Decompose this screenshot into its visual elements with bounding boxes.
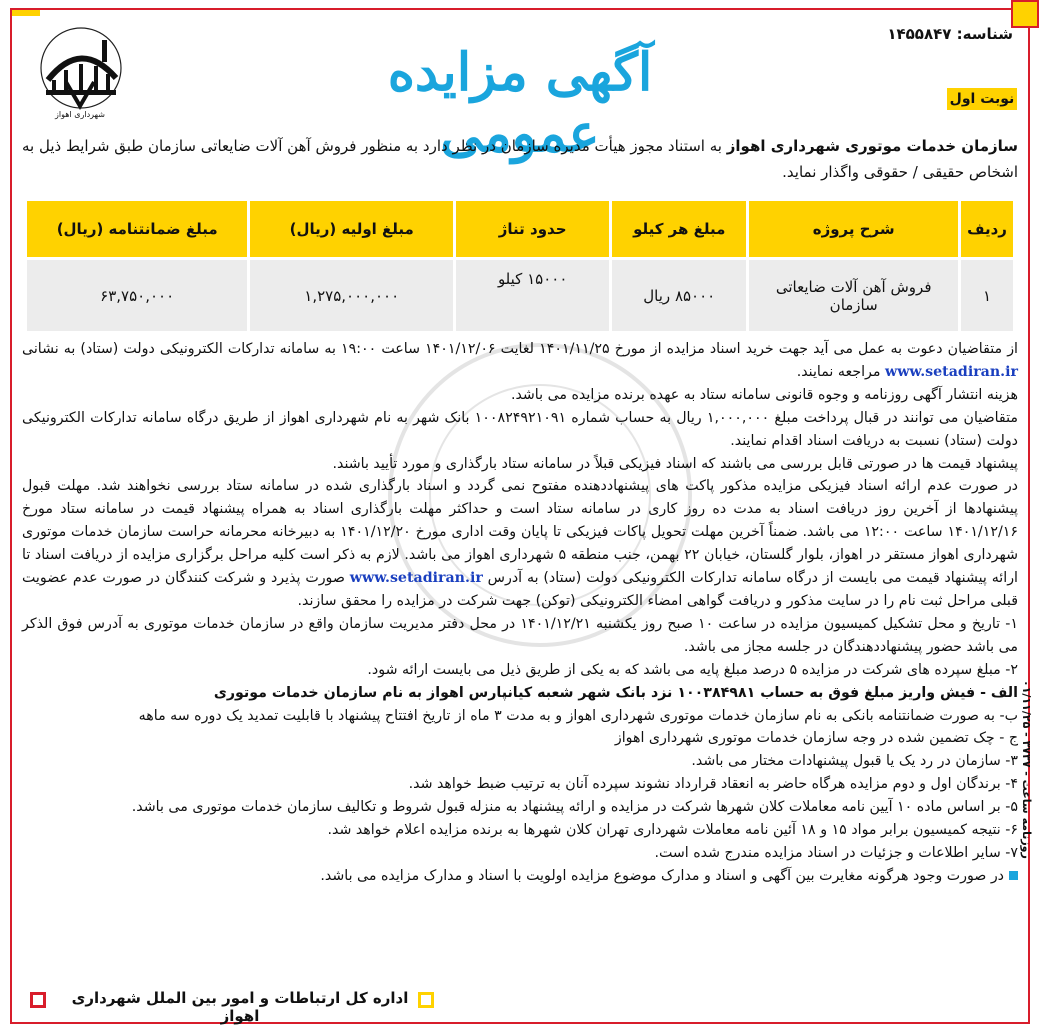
condition-a: الف - فیش واریز مبلغ فوق به حساب ۱۰۰۳۸۴۹۸۱ نزد بانک شهر شعبه کیانپارس اهواز به نام سازمان خدمات موتوری — [213, 684, 1018, 701]
intro-body: به استناد مجوز هیأت مدیره سازمان در نظر دارد به منظور فروش آهن آلات ضایعاتی سازمان طبق شرایط ذیل به اشخاص حقیقی / حقوقی واگذار نماید. — [22, 137, 1018, 181]
condition-7: ۷- سایر اطلاعات و جزئیات در اسناد مزایده مندرج شده است. — [654, 844, 1018, 861]
announcement-body — [22, 338, 1018, 888]
condition-3: ۳- سازمان در رد یک یا قبول پیشنهادات مختار می باشد. — [691, 753, 1018, 770]
paragraph-deadlines: در صورت عدم ارائه اسناد فیزیکی مزایده مذکور پاکت های پیشنهاددهنده مفتوح نمی گردد و اسناد بارگذاری شده در سامانه ستاد بررسی نخواهند شد. مهلت قبول پیشنهادها از آخرین روز دریافت اسناد به مدت ده روز کاری در سامانه ستاد است و حداکثر مهلت بارگذاری اسناد به همراه پیشنهاد قیمت در سامانه ستاد مورخ ۱۴۰۱/۱۲/۱۶ ساعت ۱۲:۰۰ می باشد. ضمناً آخرین مهلت تحویل پاکات فیزیکی تا پایان وقت اداری مورخ ۱۴۰۱/۱۲/۲۰ به دبیرخانه محرمانه حراست سازمان خدمات موتوری شهرداری اهواز مستقر در اهواز، بلوار گلستان، خیابان ۲۲ بهمن، جنب منطقه ۵ شهرداری اهواز می باشد. لازم به ذکر است کلیه مراحل برگزاری مزایده از دریافت اسناد تا ارائه پیشنهاد قیمت می بایست از درگاه سامانه تدارکات الکترونیکی دولت (ستاد) به آدرس www.setadiran.ir صورت پذیرد و شرکت کنندگان در صورت عدم عضویت قبلی مراحل ثبت نام را در سایت مذکور و دریافت گواهی امضاء الکترونیکی (توکن) جهت شرکت در مزایده را محقق سازند. — [22, 478, 1018, 609]
side-note: روزنامه ساعت - ۳۷۳۷ - ۰۱/۱۱/۲۵ — [1020, 680, 1033, 859]
condition-1: ۱- تاریخ و محل تشکیل کمیسیون مزایده در ساعت ۱۰ صبح روز یکشنبه ۱۴۰۱/۱۲/۲۱ در محل دفتر مدیریت سازمان واقع در سازمان خدمات موتوری به آدرس فوق الذکر می باشد حضور پیشنهاددهندگان در جلسه مجاز می باشد. — [22, 615, 1018, 655]
page-title: آگهی مزایده عمومی — [387, 42, 653, 164]
cell-description: فروش آهن آلات ضایعاتی سازمان — [749, 260, 958, 331]
col-row: ردیف — [961, 201, 1013, 257]
condition-c: ج - چک تضمین شده در وجه سازمان خدمات موتوری شهرداری اهواز — [614, 730, 1018, 747]
setadiran-link-2[interactable]: www.setadiran.ir — [349, 570, 483, 587]
intro-text — [22, 133, 1018, 185]
paragraph-docs: از متقاضیان دعوت به عمل می آید جهت خرید اسناد مزایده از مورخ ۱۴۰۱/۱۱/۲۵ لغایت ۱۴۰۱/۱۲/۰۶ ساعت ۱۹:۰۰ به سامانه تدارکات الکترونیکی دولت (ستاد) به نشانی www.setadiran.ir مراجعه نمایند. — [22, 341, 1018, 380]
table-row — [27, 260, 1013, 331]
col-description: شرح پروژه — [749, 201, 958, 257]
col-price-per-kilo: مبلغ هر کیلو — [612, 201, 746, 257]
condition-2: ۲- مبلغ سپرده های شرکت در مزایده ۵ درصد مبلغ پایه می باشد که به یکی از طریق ذیل می بایست ارائه شود. — [367, 661, 1018, 678]
paragraph-costs: هزینه انتشار آگهی روزنامه و وجوه قانونی سامانه ستاد به عهده برنده مزایده می باشد. — [510, 386, 1018, 403]
condition-b: ب- به صورت ضمانتنامه بانکی به نام سازمان خدمات موتوری شهرداری اهواز و به مدت ۳ ماه از تاریخ افتتاح پیشنهاد با قابلیت تمدید یک دوره سه ماهه — [138, 707, 1018, 724]
cell-row: ۱ — [961, 260, 1013, 331]
corner-square — [1011, 0, 1039, 28]
paragraph-payment: متقاضیان می توانند در قبال پرداخت مبلغ ۱,۰۰۰,۰۰۰ ریال به حساب شماره ۱۰۰۸۲۴۹۲۱۰۹۱ بانک شهر به نام شهرداری اهواز از طریق درگاه سامانه تدارکات الکترونیکی دولت (ستاد) نسبت به دریافت اسناد اقدام نمایند. — [22, 409, 1018, 449]
footer-text: اداره کل ارتباطات و امور بین الملل شهرداری اهواز — [71, 989, 409, 1025]
round-badge: نوبت اول — [947, 88, 1017, 110]
condition-4: ۴- برندگان اول و دوم مزایده هرگاه حاضر به انعقاد قرارداد نشوند سپرده آنان به ترتیب ضبط خواهد شد. — [408, 776, 1018, 793]
condition-5: ۵- بر اساس ماده ۱۰ آیین نامه معاملات کلان شهرها شرکت در مزایده و ارائه پیشنهاد به منزله قبول شروط و تکالیف سازمان خدمات موتوری می باشد. — [131, 799, 1018, 816]
final-note: در صورت وجود هرگونه مغایرت بین آگهی و اسناد و مدارک موضوع مزایده اولویت با اسناد و مدارک مزایده می باشد. — [22, 865, 1018, 888]
notice-id: شناسه: ۱۴۵۵۸۴۷ — [887, 25, 1013, 43]
col-guarantee: مبلغ ضمانتنامه (ریال) — [27, 201, 247, 257]
condition-6: ۶- نتیجه کمیسیون برابر مواد ۱۵ و ۱۸ آئین نامه معاملات شهرداری تهران کلان شهرها به برنده مزایده اعلام خواهد شد. — [327, 822, 1018, 839]
cell-guarantee: ۶۳,۷۵۰,۰۰۰ — [27, 260, 247, 331]
frame-corner — [12, 10, 40, 16]
col-tonnage: حدود تناژ — [456, 201, 609, 257]
setadiran-link[interactable]: www.setadiran.ir — [884, 363, 1018, 380]
paragraph-bids: پیشنهاد قیمت ها در صورتی قابل بررسی می باشند که اسناد فیزیکی قبلاً در سامانه ستاد بارگذاری و مورد تأیید باشند. — [332, 455, 1018, 472]
cell-base-price: ۱,۲۷۵,۰۰۰,۰۰۰ — [250, 260, 453, 331]
cell-tonnage: ۱۵۰۰۰ کیلو — [456, 260, 609, 331]
footer-red-square-icon — [30, 992, 46, 1008]
table-header-row — [27, 201, 1013, 257]
organization-name: سازمان خدمات موتوری شهرداری اهواز — [726, 137, 1019, 155]
items-table — [24, 198, 1016, 334]
logo-caption: شهرداری اهواز — [55, 110, 105, 119]
footer-yellow-square-icon — [418, 992, 434, 1008]
cell-price-per-kilo: ۸۵۰۰۰ ریال — [612, 260, 746, 331]
col-base-price: مبلغ اولیه (ریال) — [250, 201, 453, 257]
